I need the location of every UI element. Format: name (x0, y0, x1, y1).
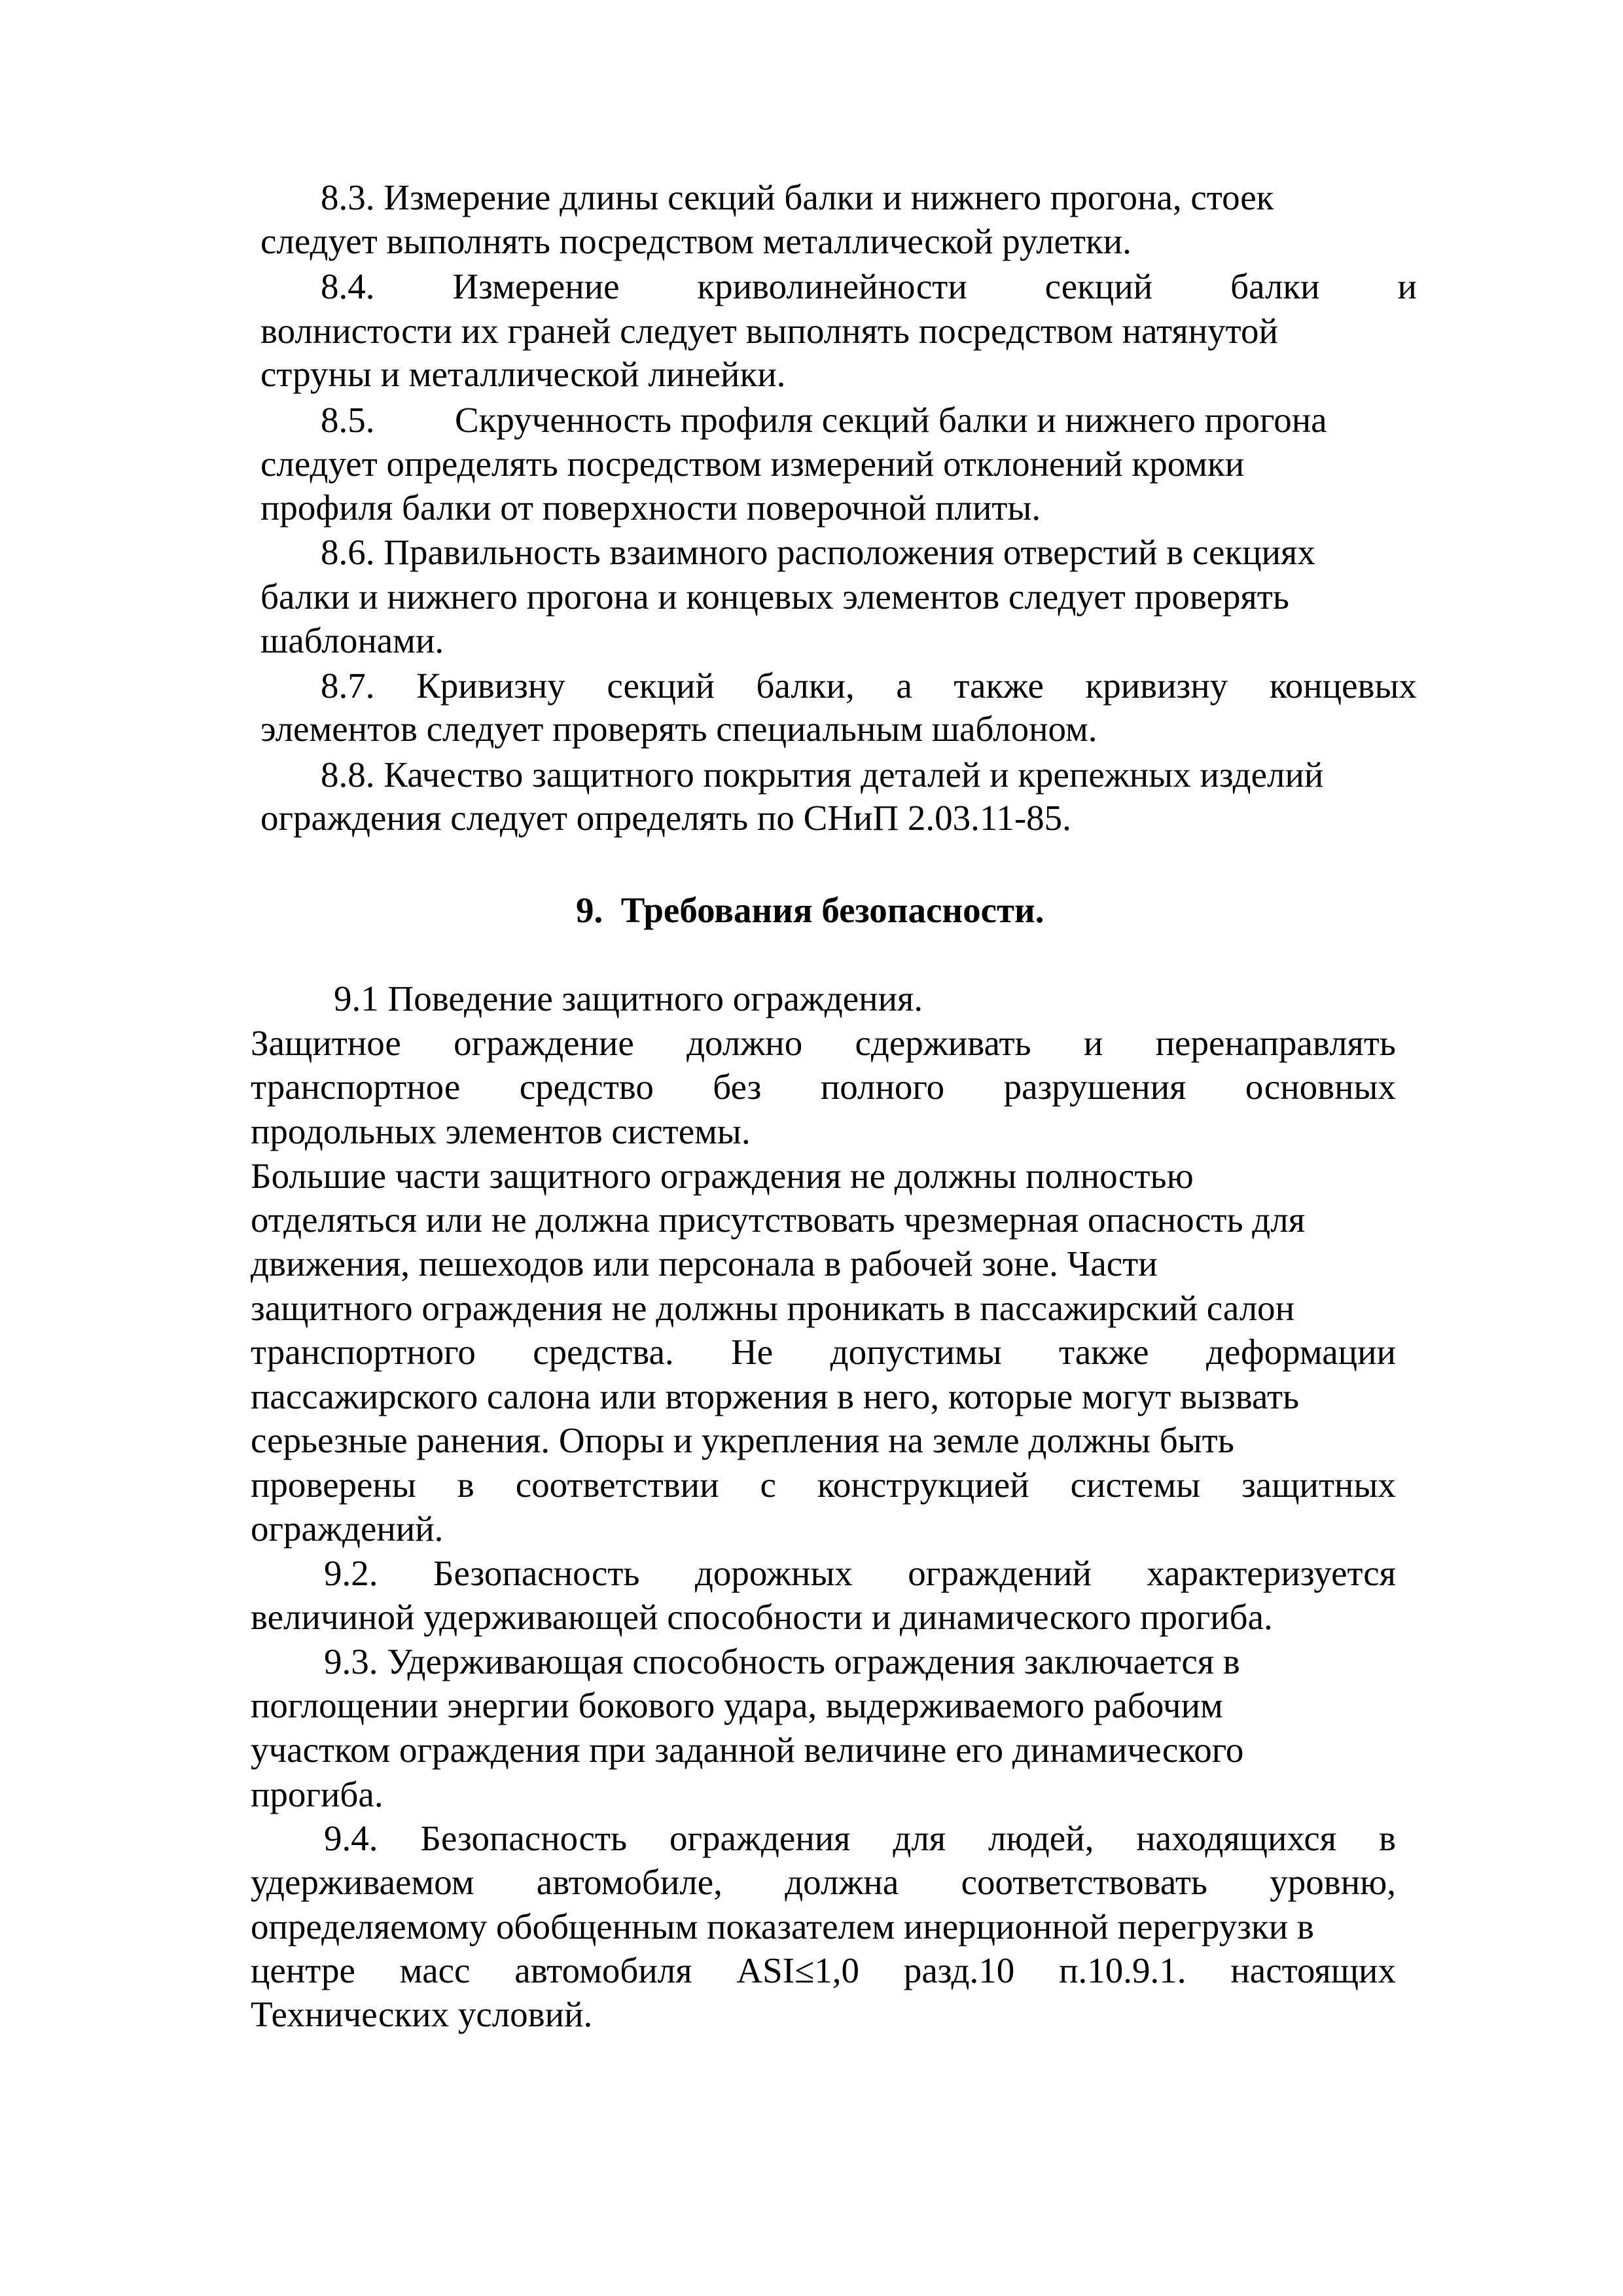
word: соответствии (515, 1465, 719, 1505)
word: криволинейности (697, 266, 967, 306)
word: транспортное (251, 1067, 461, 1107)
p93-line2: поглощении энергии бокового удара, выдерживаемого рабочим (251, 1685, 1223, 1725)
word: 9.2. (324, 1553, 378, 1593)
word: Безопасность (433, 1553, 640, 1593)
p93-line4: прогиба. (251, 1774, 383, 1814)
p94-line4 (251, 1948, 1396, 1993)
word: в (1378, 1818, 1396, 1858)
p91-line-k (251, 1463, 1396, 1507)
word: разд.10 (903, 1950, 1015, 1990)
p83-line1 (321, 175, 1417, 220)
p94-line1 (324, 1816, 1396, 1861)
word: 8.7. (321, 666, 375, 706)
word: ASI≤1,0 (736, 1950, 859, 1990)
word: должно (687, 1023, 803, 1063)
word: без (713, 1067, 762, 1107)
word: Измерение (452, 266, 620, 306)
word: средства. (533, 1332, 674, 1372)
p91-line-i: пассажирского салона или вторжения в него, которые могут вызвать (251, 1376, 1300, 1416)
p94-line2 (251, 1860, 1396, 1905)
word: сдерживать (855, 1023, 1031, 1063)
word: перенаправлять (1155, 1023, 1396, 1063)
word: проверены (251, 1465, 416, 1505)
p93-line1: 9.3. Удерживающая способность ограждения заключается в (324, 1641, 1240, 1681)
p84-line3: струны и металлической линейки. (260, 354, 786, 394)
word: соответствовать (961, 1862, 1207, 1902)
p92-line2: величиной удерживающей способности и динамического прогиба. (251, 1597, 1273, 1637)
word: характеризуется (1147, 1553, 1396, 1593)
p92-line1 (324, 1551, 1396, 1596)
word: должна (785, 1862, 899, 1902)
word: секций (1044, 266, 1153, 306)
word: Кривизну (416, 666, 565, 706)
word: допустимы (830, 1332, 1002, 1372)
word: также (1059, 1332, 1149, 1372)
word: Защитное (251, 1023, 401, 1063)
word: дорожных (694, 1553, 853, 1593)
word: и (1083, 1023, 1103, 1063)
section-9-heading: 9. Требования безопасности. (576, 890, 1044, 930)
word: системы (1070, 1465, 1201, 1505)
word: людей, (988, 1818, 1094, 1858)
word: в (457, 1465, 474, 1505)
word: секций (607, 666, 715, 706)
word: основных (1245, 1067, 1396, 1107)
word: масс (399, 1950, 471, 1990)
p85-line1-text: Скрученность профиля секций балки и нижнего прогона (455, 400, 1327, 440)
p83-line1-text: 8.3. Измерение длины секций балки и нижнего прогона, стоек (321, 177, 1274, 217)
p91-line-j: серьезные ранения. Опоры и укрепления на земле должны быть (251, 1420, 1234, 1460)
word: для (893, 1818, 946, 1858)
p94-line5: Технических условий. (251, 1994, 593, 2034)
word: конструкцией (817, 1465, 1029, 1505)
word: кривизну (1085, 666, 1228, 706)
word: автомобиле, (536, 1862, 722, 1902)
word: концевых (1269, 666, 1417, 706)
p91-line-f: движения, пешеходов или персонала в рабочей зоне. Части (251, 1244, 1158, 1283)
p94-line3: определяемому обобщенным показателем инерционной перегрузки в (251, 1907, 1314, 1946)
word: средство (519, 1067, 654, 1107)
word: настоящих (1230, 1950, 1396, 1990)
p91-line-h (251, 1330, 1396, 1374)
p84-line2: волнистости их граней следует выполнять посредством натянутой (260, 311, 1278, 351)
p91-line-b (251, 1065, 1396, 1109)
p84-line1 (321, 264, 1417, 309)
p85-line2: следует определять посредством измерений отклонений кромки (260, 444, 1245, 484)
word: и (1397, 266, 1417, 306)
p91-line-e: отделяться или не должна присутствовать чрезмерная опасность для (251, 1200, 1306, 1240)
p86-line2: балки и нижнего прогона и концевых элементов следует проверять (260, 577, 1289, 617)
word: балки (1230, 266, 1320, 306)
word: Безопасность (420, 1818, 628, 1858)
word: ограждение (454, 1023, 634, 1063)
word: уровню, (1270, 1862, 1396, 1902)
word: ограждений (908, 1553, 1092, 1593)
p91-title: 9.1 Поведение защитного ограждения. (334, 978, 923, 1018)
p93-line3: участком ограждения при заданной величине его динамического (251, 1730, 1244, 1770)
word: а (896, 666, 912, 706)
p91-line-a (251, 1021, 1396, 1066)
p91-line-g: защитного ограждения не должны проникать в пассажирский салон (251, 1288, 1295, 1328)
word: Не (731, 1332, 774, 1372)
word: балки, (756, 666, 855, 706)
p87-line2: элементов следует проверять специальным шаблоном. (260, 709, 1097, 749)
word: находящихся (1136, 1818, 1337, 1858)
word: деформации (1205, 1332, 1396, 1372)
word: 9.4. (324, 1818, 378, 1858)
p85-line3: профиля балки от поверхности поверочной плиты. (260, 488, 1041, 528)
p86-line3: шаблонами. (260, 620, 444, 660)
word: центре (251, 1950, 355, 1990)
p88-line1: 8.8. Качество защитного покрытия деталей и крепежных изделий (321, 755, 1324, 795)
p87-line1 (321, 664, 1417, 708)
p91-line-d: Большие части защитного ограждения не должны полностью (251, 1156, 1194, 1196)
word: транспортного (251, 1332, 476, 1372)
p85-number: 8.5. (321, 400, 375, 440)
p91-line-c: продольных элементов системы. (251, 1111, 751, 1151)
p88-line2: ограждения следует определять по СНиП 2.03.11-85. (260, 798, 1071, 838)
p83-line2: следует выполнять посредством металлической рулетки. (260, 221, 1132, 261)
word: автомобиля (514, 1950, 692, 1990)
p91-line-l: ограждений. (251, 1509, 444, 1549)
word: разрушения (1003, 1067, 1186, 1107)
word: удерживаемом (251, 1862, 474, 1902)
word: п.10.9.1. (1059, 1950, 1186, 1990)
word: защитных (1241, 1465, 1396, 1505)
p86-line1: 8.6. Правильность взаимного расположения отверстий в секциях (321, 532, 1315, 572)
word: ограждения (669, 1818, 851, 1858)
word: полного (820, 1067, 945, 1107)
word: также (954, 666, 1044, 706)
word: с (760, 1465, 776, 1505)
word: 8.4. (321, 266, 375, 306)
